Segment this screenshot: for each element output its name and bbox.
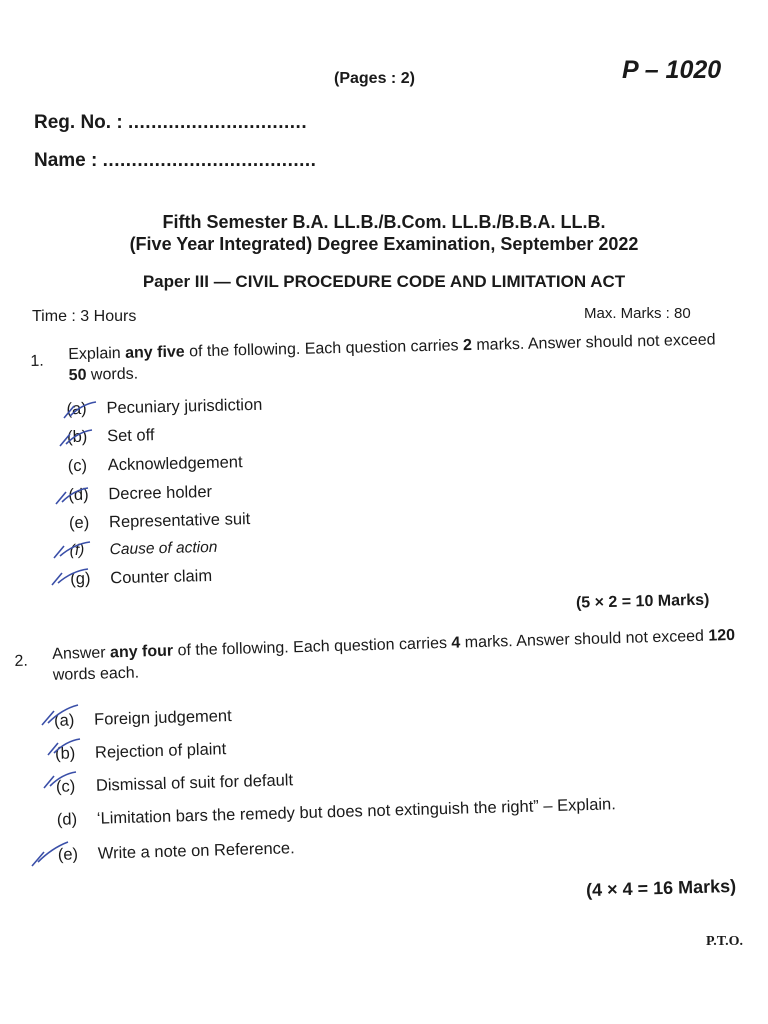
reg-no-blank: ............................... (127, 112, 308, 133)
q1-item-d-label: (d) (68, 485, 89, 505)
q2-item-d (57, 795, 616, 830)
question-1-instructions: Explain any five of the following. Each question carries 2 marks. Answer should not exceed 50 words. (68, 331, 716, 385)
name-blank: ..................................... (102, 150, 317, 171)
pages-count: (Pages : 2) (334, 70, 415, 87)
q1-item-g-text: Counter claim (110, 566, 213, 588)
reg-no-label: Reg. No. : (34, 112, 123, 133)
q1-item-a-text: Pecuniary jurisdiction (106, 395, 263, 418)
question-1-number: 1. (30, 352, 44, 370)
reg-no-line (34, 112, 307, 134)
question-2-number: 2. (14, 652, 29, 670)
q2-item-b-label: (b) (54, 744, 76, 763)
q2-item-e (58, 839, 295, 865)
pen-tick-q1b (56, 428, 96, 450)
q1-item-e-label: (e) (68, 513, 90, 533)
time-allowed: Time : 3 Hours (32, 308, 137, 325)
pen-tick-q2e (28, 840, 72, 870)
q1-marks: (5 × 2 = 10 Marks) (575, 591, 710, 612)
q2-item-d-text: ‘Limitation bars the remedy but does not extinguish the right” – Explain. (96, 795, 617, 828)
q2-item-a-text: Foreign judgement (93, 706, 232, 729)
q1-item-a-label: (a) (66, 399, 87, 419)
pen-tick-q2b (44, 737, 84, 759)
max-marks: Max. Marks : 80 (584, 305, 691, 322)
pen-tick-q1f (50, 540, 94, 562)
pen-tick-q2c (40, 770, 80, 792)
q1-item-f-label: (f) (69, 541, 85, 560)
q2-item-d-label: (d) (56, 810, 78, 829)
pen-tick-q1a (60, 400, 100, 422)
q1-item-b-label: (b) (66, 427, 88, 447)
pto-note: P.T.O. (706, 934, 743, 949)
question-2-instructions: Answer any four of the following. Each question carries 4 marks. Answer should not exceed 120 words each. (52, 626, 736, 684)
q2-item-e-label: (e) (57, 845, 79, 864)
q1-item-c-text: Acknowledgement (107, 453, 243, 475)
pen-tick-q2a (38, 703, 82, 729)
q1-item-f-text: Cause of action (109, 538, 218, 559)
pen-tick-q1d (52, 486, 92, 508)
q2-marks: (4 × 4 = 16 Marks) (585, 875, 737, 901)
q2-item-c (56, 771, 294, 797)
q1-item-d-text: Decree holder (108, 482, 213, 504)
paper-title: Paper III — CIVIL PROCEDURE CODE AND LIMITATION ACT (142, 272, 626, 291)
q1-item-e (69, 510, 251, 533)
pen-tick-q1g (48, 567, 92, 589)
q1-item-e-text: Representative suit (108, 510, 251, 532)
name-line (34, 150, 316, 172)
q1-item-b-text: Set off (106, 426, 155, 446)
q1-item-c (68, 453, 243, 476)
question-2 (14, 625, 744, 901)
name-label: Name : (34, 150, 98, 171)
exam-title-line1: Fifth Semester B.A. LL.B./B.Com. LL.B./B.B.A. LL.B. (162, 212, 606, 232)
q1-item-g-label: (g) (70, 569, 91, 589)
exam-title-line2: (Five Year Integrated) Degree Examination, September 2022 (129, 234, 639, 254)
q2-item-a-label: (a) (53, 711, 75, 730)
q2-item-c-text: Dismissal of suit for default (95, 771, 294, 795)
q1-item-c-label: (c) (67, 456, 88, 476)
q2-item-c-label: (c) (55, 777, 76, 796)
q2-item-e-text: Write a note on Reference. (97, 839, 295, 863)
paper-code: P – 1020 (622, 56, 722, 84)
q2-item-b-text: Rejection of plaint (94, 740, 227, 762)
question-1 (30, 329, 720, 612)
